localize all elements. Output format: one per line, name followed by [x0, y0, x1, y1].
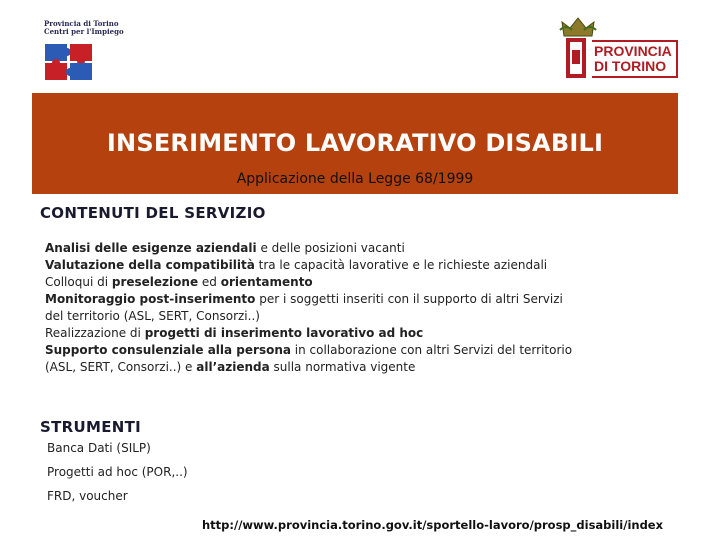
- contenuti-line-2: [45, 257, 695, 274]
- section-heading-contenuti: CONTENUTI DEL SERVIZIO: [40, 204, 266, 222]
- bold-text: Monitoraggio post-inserimento: [45, 292, 256, 306]
- contenuti-line-5: [45, 308, 695, 325]
- text: in collaborazione con altri Servizi del territorio: [290, 343, 573, 357]
- bold-text: Analisi delle esigenze aziendali: [45, 241, 257, 255]
- strumenti-list: [47, 440, 188, 512]
- text: Realizzazione di: [45, 326, 145, 340]
- logo-left-line2: Centri per l'Impiego: [44, 27, 124, 36]
- contenuti-line-3: [45, 274, 695, 291]
- bold-text: Supporto consulenziale alla persona: [45, 343, 291, 357]
- list-item: Banca Dati (SILP): [47, 441, 151, 455]
- list-item: Progetti ad hoc (POR,..): [47, 465, 188, 479]
- page-subtitle: Applicazione della Legge 68/1999: [236, 171, 474, 187]
- bold-text: orientamento: [220, 275, 313, 289]
- text: del territorio (ASL, SERT, Consorzi..): [45, 309, 260, 323]
- provincia-name-line1: PROVINCIA: [594, 43, 672, 59]
- page-title: INSERIMENTO LAVORATIVO DISABILI: [106, 129, 604, 157]
- title-banner: [32, 93, 678, 194]
- text: e delle posizioni vacanti: [256, 241, 405, 255]
- footer-url-link[interactable]: http://www.provincia.torino.gov.it/sportello-lavoro/prosp_disabili/index: [202, 518, 664, 532]
- contenuti-line-8: [45, 359, 695, 376]
- text: tra le capacità lavorative e le richieste aziendali: [254, 258, 548, 272]
- shield-icon: [566, 38, 586, 78]
- text: ed: [198, 275, 221, 289]
- text: per i soggetti inseriti con il supporto di altri Servizi: [255, 292, 563, 306]
- provincia-name-line2: DI TORINO: [594, 58, 667, 74]
- logo-centri-per-impiego: [38, 20, 128, 84]
- logo-left-line1: Provincia di Torino: [44, 19, 119, 28]
- logo-provincia-di-torino: [558, 14, 674, 84]
- text: (ASL, SERT, Consorzi..) e: [45, 360, 197, 374]
- bold-text: all’azienda: [196, 360, 270, 374]
- bold-text: preselezione: [111, 275, 199, 289]
- contenuti-line-1: [45, 240, 695, 257]
- bold-text: progetti di inserimento lavorativo ad hoc: [144, 326, 424, 340]
- list-item: FRD, voucher: [47, 489, 128, 503]
- text: sulla normativa vigente: [269, 360, 416, 374]
- contenuti-line-6: [45, 325, 695, 342]
- section-heading-strumenti: STRUMENTI: [40, 418, 142, 436]
- contenuti-body: [45, 240, 695, 376]
- contenuti-line-4: [45, 291, 695, 308]
- puzzle-icon: [44, 42, 98, 82]
- text: Colloqui di: [45, 275, 112, 289]
- crown-icon: [558, 14, 598, 40]
- provincia-name: [592, 40, 678, 78]
- contenuti-line-7: [45, 342, 695, 359]
- bold-text: Valutazione della compatibilità: [45, 258, 255, 272]
